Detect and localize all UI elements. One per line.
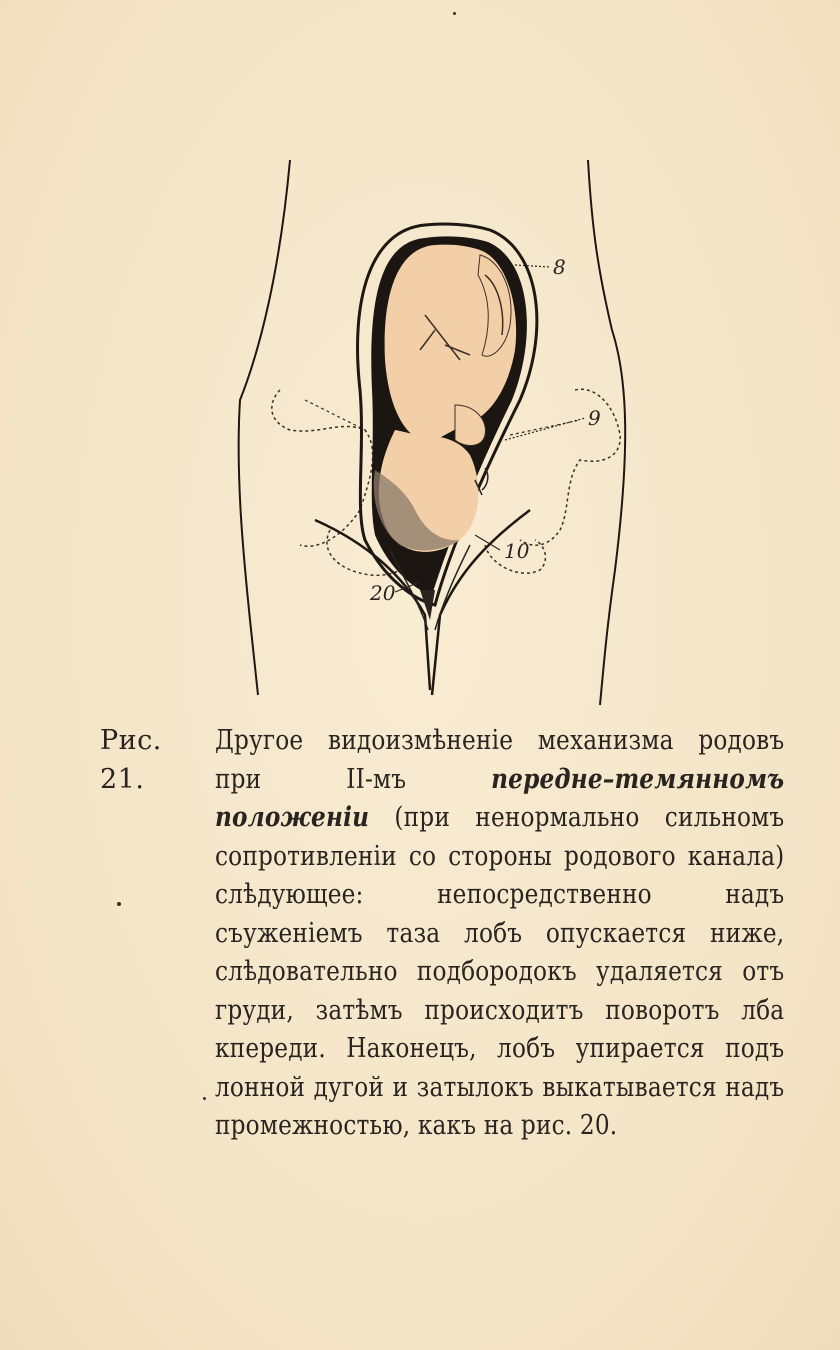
figure-caption <box>100 722 790 1146</box>
caption-emphasis: передне–темянномъ положеніи <box>215 763 785 833</box>
ink-speck <box>453 12 456 15</box>
pelvic-connector-left <box>305 400 365 430</box>
label-10: 10 <box>504 539 530 563</box>
left-body-contour <box>239 160 290 695</box>
label-20: 20 <box>370 581 396 605</box>
figure-number: Рис. 21. <box>100 725 162 795</box>
anatomical-figure <box>220 150 640 720</box>
label-8: 8 <box>553 255 566 279</box>
ink-speck <box>117 902 121 906</box>
label-9: 9 <box>588 406 601 430</box>
right-pelvis-outline <box>520 389 620 545</box>
caption-text-part1: Другое видоизмѣненіе механизма родовъ при II-мъ <box>215 725 785 795</box>
caption-text-part2: (при ненормально сильномъ сопротивленіи со стороны родового канала) слѣдующее: непосредственно надъ съуженіемъ таза лобъ опускается ниже, слѣдовательно подбородокъ удаляется отъ груди, затѣмъ происходитъ поворотъ лба кпереди. Наконецъ, лобъ упирается подъ лонной дугой и затылокъ выкатывается надъ промежностью, какъ на рис. 20. <box>215 802 785 1141</box>
pelvic-connector-right <box>510 420 580 435</box>
label-9-leader <box>505 418 585 440</box>
caption-body <box>215 722 784 1146</box>
label-8-leader <box>515 265 550 267</box>
ink-speck <box>203 1097 206 1100</box>
fetus-in-birth-canal-illustration <box>220 150 640 720</box>
